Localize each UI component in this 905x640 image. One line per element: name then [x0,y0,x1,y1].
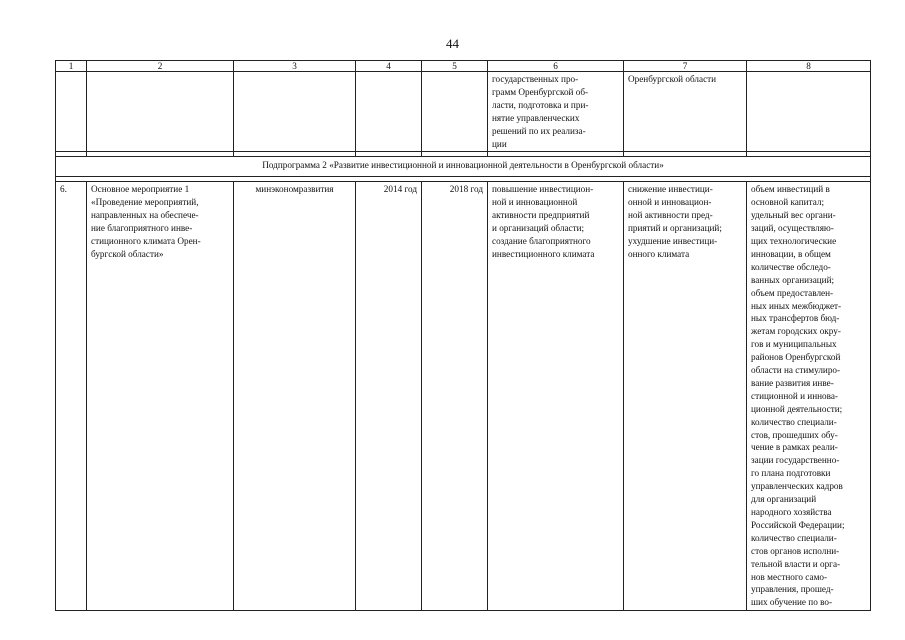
end-year: 2018 год [422,182,488,611]
text-line: стиционной и иннова- [751,390,838,401]
executor-region-cell [624,72,747,152]
text-line: ных иных межбюджет- [751,300,842,311]
cell [747,72,871,152]
text-line: решений по их реализа- [492,125,586,136]
text-line: ласти, подготовка и при- [492,99,589,110]
subprogram-row [56,157,871,177]
text-line: онного климата [628,248,690,259]
text-line: инновации, в общем [751,248,831,259]
text-line: объем инвестиций в [751,184,830,195]
cell [87,72,234,152]
text-line: нятие управленческих [492,112,580,123]
indicators [747,182,871,611]
text-line: ции [492,138,507,149]
text-line: грамм Оренбургской об- [492,86,589,97]
text-line: ших обучение по во- [751,597,833,608]
column-header: 1 [56,61,87,72]
text-line: инвестиционного климата [492,248,595,259]
column-header: 3 [234,61,356,72]
text-line: активности предприятий [492,210,590,221]
text-line: управления, прошед- [751,584,834,595]
text-line: жетам городских окру- [751,326,841,337]
result-cell [488,72,624,152]
text-line: Основное мероприятие 1 [91,184,190,195]
non-implementation-consequences [624,182,747,611]
text-line: нов местного само- [751,571,828,582]
text-line: снижение инвестици- [628,184,713,195]
text-line: ной и инновационной [492,197,578,208]
text-line: зации государственно- [751,455,840,466]
column-header: 6 [488,61,624,72]
text-line: заций, осуществляю- [751,223,834,234]
text-line: количестве обследо- [751,261,831,272]
column-number-row [56,61,871,72]
text-line: управленческих кадров [751,481,843,492]
text-line: ванных организаций; [751,274,835,285]
text-line: народного хозяйства [751,507,832,517]
column-header: 8 [747,61,871,72]
text-line: основной капитал; [751,197,825,208]
text-line: стиционного климата Орен- [91,235,201,246]
continuation-row [56,72,871,152]
subprogram-title: Подпрограмма 2 «Развитие инвестиционной и инновационной деятельности в Оренбургской области» [56,157,871,177]
table-row [56,182,871,611]
text-line: бургской области» [91,248,164,259]
page-number: 44 [446,36,459,51]
column-header: 2 [87,61,234,72]
expected-result [488,182,624,611]
text-line: районов Оренбургской [751,352,841,363]
column-header: 7 [624,61,747,72]
program-table [55,60,871,611]
text-line: ционной деятельности; [751,403,843,414]
cell [356,72,422,152]
row-number: 6. [56,182,87,611]
text-line: го плана подготовки [751,468,831,479]
text-line: ухудшение инвестици- [628,235,718,246]
text-line: щих технологические [751,235,837,246]
start-year: 2014 год [356,182,422,611]
text-line: направленных на обеспече- [91,210,199,221]
text-line: количество специали- [751,416,837,427]
text-line: стов, прошедших обу- [751,429,838,440]
text-line: чение в рамках реали- [751,442,838,453]
column-header: 5 [422,61,488,72]
text-line: гов и муниципальных [751,339,837,350]
text-line: создание благоприятного [492,235,591,246]
column-header: 4 [356,61,422,72]
text-line: объем предоставлен- [751,287,834,298]
text-line: государственных про- [492,74,579,84]
text-line: «Проведение мероприятий, [91,197,199,208]
text-line: и организаций области; [492,223,585,234]
text-line: тельной власти и орга- [751,558,841,569]
executor: минэкономразвития [234,182,356,611]
text-line: области на стимулиро- [751,365,841,376]
text-line: онной и инновацион- [628,197,712,208]
cell [234,72,356,152]
text-line: стов органов исполни- [751,545,840,556]
text-line: вание развития инве- [751,377,834,388]
text-line: повышение инвестицион- [492,184,594,195]
text-line: ние благоприятного инве- [91,223,193,234]
text-line: количество специали- [751,532,837,543]
text-line: ной активности пред- [628,210,713,221]
activity-name [87,182,234,611]
text-line: приятий и организаций; [628,223,722,234]
cell [422,72,488,152]
text-line: удельный вес органи- [751,210,836,221]
text-line: для организаций [751,494,817,505]
cell [56,72,87,152]
text-line: Оренбургской области [628,74,717,84]
text-line: ных трансфертов бюд- [751,313,840,324]
text-line: Российской Федерации; [751,519,845,530]
